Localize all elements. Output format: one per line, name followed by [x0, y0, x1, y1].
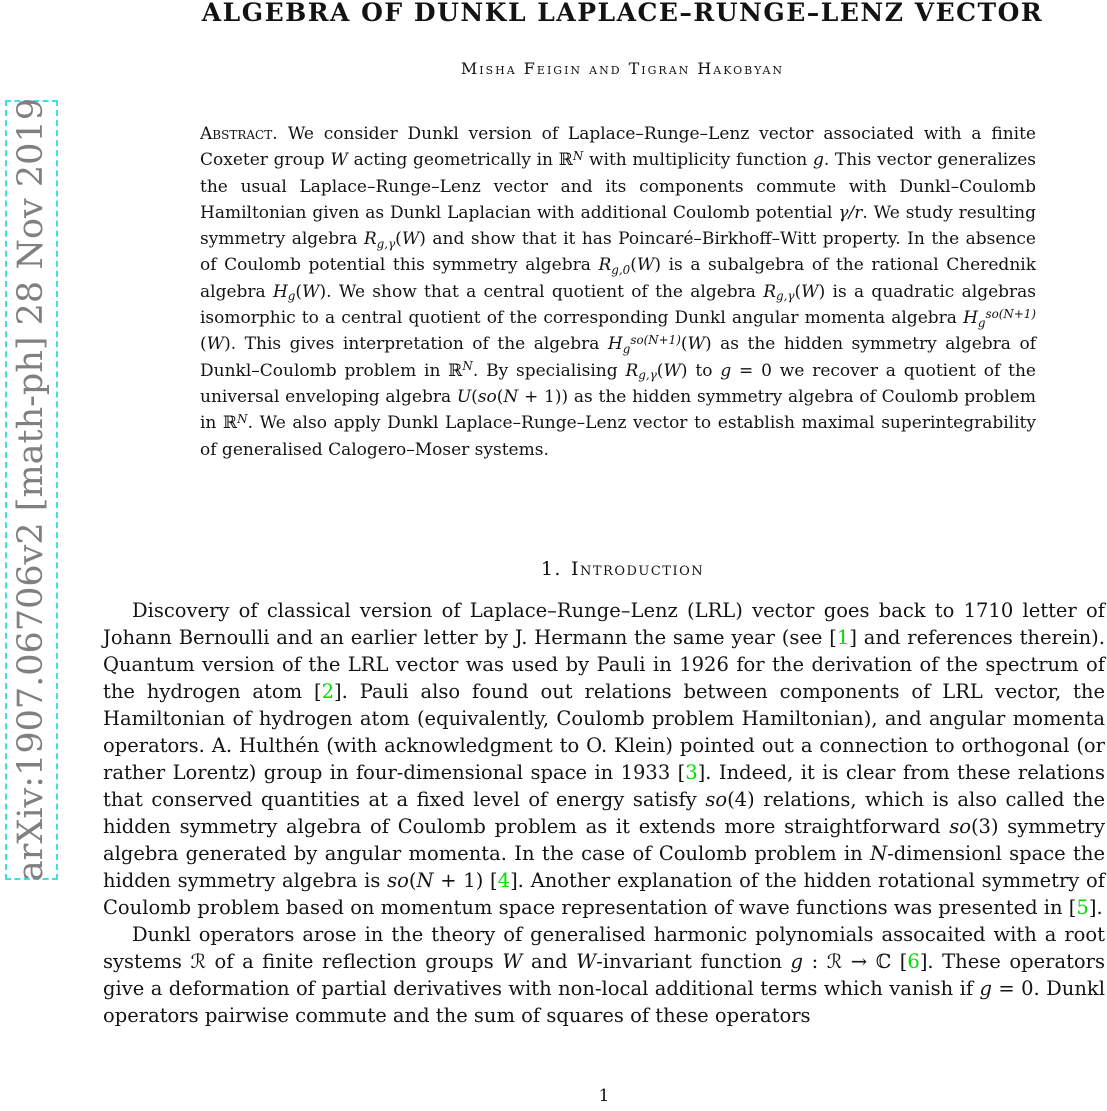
math-symbol: N — [237, 411, 248, 426]
citation-link[interactable]: 3 — [685, 761, 698, 784]
math-symbol: N — [572, 148, 584, 163]
math-variable: H — [272, 281, 288, 302]
introduction-body — [103, 597, 1105, 1029]
math-variable: R — [625, 360, 639, 381]
math-variable: W — [206, 334, 225, 355]
abstract-block — [200, 121, 1036, 463]
math-variable: U — [456, 386, 472, 407]
math-symbol: ℛ — [190, 950, 207, 973]
arxiv-watermark-text: arXiv:1907.06706v2 [math-ph] 28 Nov 2019 — [11, 98, 51, 882]
math-variable: R — [363, 229, 377, 250]
math-variable: g — [812, 150, 824, 171]
math-symbol: N — [462, 359, 473, 374]
citation-link[interactable]: 4 — [497, 869, 511, 892]
arxiv-stamp — [5, 100, 58, 880]
math-variable: W — [576, 950, 597, 973]
math-symbol: g,γ — [638, 368, 657, 383]
math-symbol: g — [977, 315, 986, 330]
citation-link[interactable]: 2 — [321, 680, 335, 703]
citation-link[interactable]: 1 — [836, 626, 850, 649]
math-variable: γ/r — [838, 202, 863, 223]
math-variable: g — [790, 950, 804, 973]
math-variable: W — [330, 150, 348, 171]
math-variable: so — [705, 788, 728, 811]
math-symbol: so(N+1) — [630, 333, 681, 348]
math-variable: W — [502, 950, 523, 973]
math-variable: W — [663, 360, 681, 381]
math-symbol: g — [622, 341, 631, 356]
math-symbol: g,γ — [376, 236, 396, 251]
math-variable: W — [302, 281, 320, 302]
math-variable: so — [477, 386, 497, 407]
math-variable: R — [598, 255, 612, 276]
math-variable: N — [416, 869, 434, 892]
abstract-label: Abstract. — [200, 124, 278, 144]
math-variable: so — [949, 815, 971, 838]
citation-link[interactable]: 6 — [907, 950, 920, 973]
page-number: 1 — [598, 1086, 610, 1106]
abstract-text: We consider Dunkl version of Laplace–Runge–Lenz vector associated with a finite Coxeter group W acting geometrically in ℝ$^N$ with multiplicity function g. This vector generalizes the usual Laplace–Runge–Lenz vector and its components commute with Dunkl–Coulomb Hamiltonian given as Dunkl Laplacian with additional Coulomb potential γ/r. We study resulting symmetry algebra $R_{g,\gamma}(W)$ and show that it has Poincaré–Birkhoff–Witt property. In the absence of Coulomb potential this symmetry algebra $R_{g,0}(W)$ is a subalgebra of the rational Cherednik algebra $H_g(W)$. We show that a central quotient of the algebra $R_{g,\gamma}(W)$ is a quadratic algebras isomorphic to a central quotient of the corresponding Dunkl angular momenta algebra $H_g^{so(N+1)}(W)$. This gives interpretation of the algebra $H_g^{so(N+1)}(W)$ as the hidden symmetry algebra of Dunkl–Coulomb problem in ℝ$^N$. By specialising $R_{g,\gamma}(W)$ to g = 0 we recover a quotient of the universal enveloping algebra U(so(N + 1)) as the hidden symmetry algebra of Coulomb problem in ℝ$^N$. We also apply Dunkl Laplace–Runge–Lenz vector to establish maximal superintegrability of generalised Calogero–Moser systems. — [200, 124, 1037, 460]
section-number: 1. — [540, 558, 562, 580]
body-paragraph: Discovery of classical version of Laplace–Runge–Lenz (LRL) vector goes back to 1710 letter of Johann Bernoulli and an earlier letter by J. Hermann the same year (see [1] and references therein). Quantum version of the LRL vector was used by Pauli in 1926 for the derivation of the spectrum of the hydrogen atom [2]. Pauli also found out relations between components of LRL vector, the Hamiltonian of hydrogen atom (equivalently, Coulomb problem Hamiltonian), and angular momenta operators. A. Hulthén (with acknowledgment to O. Klein) pointed out a connection to orthogonal (or rather Lorentz) group in four-dimensional space in 1933 [3]. Indeed, it is clear from these relations that conserved quantities at a fixed level of energy satisfy so(4) relations, which is also called the hidden symmetry algebra of Coulomb problem as it extends more straightforward so(3) symmetry algebra generated by angular momenta. In the case of Coulomb problem in N-dimensionl space the hidden symmetry algebra is so(N + 1) [4]. Another explanation of the hidden rotational symmetry of Coulomb problem based on momentum space representation of wave functions was presented in [5]. — [103, 599, 1106, 919]
math-symbol: ℝ — [448, 360, 463, 381]
math-variable: H — [963, 308, 978, 329]
math-symbol: g,0 — [611, 263, 631, 278]
math-variable: g — [979, 977, 992, 1000]
math-variable: so — [387, 869, 409, 892]
math-variable: W — [687, 334, 705, 355]
section-title: Introduction — [570, 558, 705, 580]
math-variable: W — [636, 255, 655, 276]
section-heading — [140, 558, 1105, 580]
math-variable: R — [763, 281, 777, 302]
math-variable: W — [801, 281, 819, 302]
math-variable: H — [607, 334, 623, 355]
math-symbol: so(N+1) — [985, 306, 1036, 321]
math-symbol: g — [287, 289, 296, 304]
math-symbol: ℝ — [558, 150, 573, 171]
paper-authors: Misha Feigin and Tigran Hakobyan — [460, 59, 785, 78]
math-variable: N — [503, 386, 519, 407]
math-variable: g — [720, 360, 732, 381]
math-variable: W — [401, 229, 420, 250]
citation-link[interactable]: 5 — [1076, 896, 1089, 919]
math-symbol: ℝ — [223, 413, 238, 434]
math-symbol: ℂ — [875, 950, 892, 973]
math-symbol: g,γ — [776, 289, 795, 304]
math-symbol: ℛ — [826, 950, 843, 973]
paper-title: ALGEBRA OF DUNKL LAPLACE–RUNGE–LENZ VECTOR — [201, 0, 1044, 27]
math-variable: N — [870, 842, 888, 865]
body-paragraph: Dunkl operators arose in the theory of generalised harmonic polynomials assocaited with a root systems ℛ of a finite reflection groups W and W-invariant function g : ℛ → ℂ [6]. These operators give a deformation of partial derivatives with non-local additional terms which vanish if g = 0. Dunkl operators pairwise commute and the sum of squares of these operators — [103, 923, 1105, 1027]
